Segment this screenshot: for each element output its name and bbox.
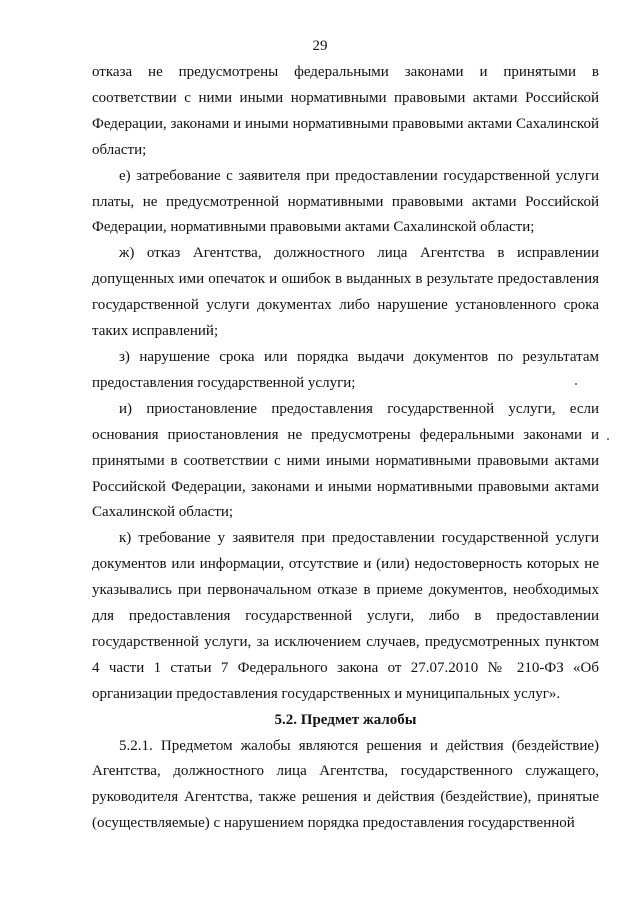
section-paragraph: 5.2.1. Предметом жалобы являются решения и действия (бездействие) Агентства, должностного лица Агентства, государственного служащего, руководителя Агентства, также решения и действия (бездействие), принятые (осуществляемые) с нарушением порядка предоставления государственной (92, 737, 599, 832)
paragraph-item-e: е) затребование с заявителя при предоставлении государственной услуги платы, не предусмотренной нормативными правовыми актами Российской Федерации, нормативными правовыми актами Сахалинской области; (92, 167, 599, 236)
paragraph-item-zh: ж) отказ Агентства, должностного лица Агентства в исправлении допущенных ими опечаток и ошибок в выданных в результате предоставления государственной услуги документах либо нарушение установленного срока таких исправлений; (92, 245, 599, 340)
scan-speck (575, 383, 577, 385)
paragraph-item-z: з) нарушение срока или порядка выдачи документов по результатам предоставления государственной услуги; (92, 348, 599, 391)
paragraph-item-k: к) требование у заявителя при предоставлении государственной услуги документов или информации, отсутствие и (или) недостоверность которых не указывались при первоначальном отказе в приеме документов, необходимых для предоставления государственной услуги, либо в предоставлении государственной услуги, за исключением случаев, предусмотренных пунктом 4 части 1 статьи 7 Федерального закона от 27.07.2010 № 210-ФЗ «Об организации предоставления государственных и муниципальных услуг». (92, 530, 599, 702)
paragraph-continuation: отказа не предусмотрены федеральными законами и принятыми в соответствии с ними иными нормативными правовыми актами Российской Федерации, законами и иными нормативными правовыми актами Сахалинской области; (92, 64, 599, 158)
page-number: 29 (312, 38, 328, 54)
paragraph-item-i: и) приостановление предоставления государственной услуги, если основания приостановления не предусмотрены федеральными законами и принятыми в соответствии с ними иными нормативными правовыми актами Российской Федерации, законами и иными нормативными правовыми актами Сахалинской области; (92, 400, 599, 521)
document-body (92, 60, 599, 837)
section-heading: 5.2. Предмет жалобы (274, 711, 417, 728)
scan-speck (607, 438, 609, 440)
